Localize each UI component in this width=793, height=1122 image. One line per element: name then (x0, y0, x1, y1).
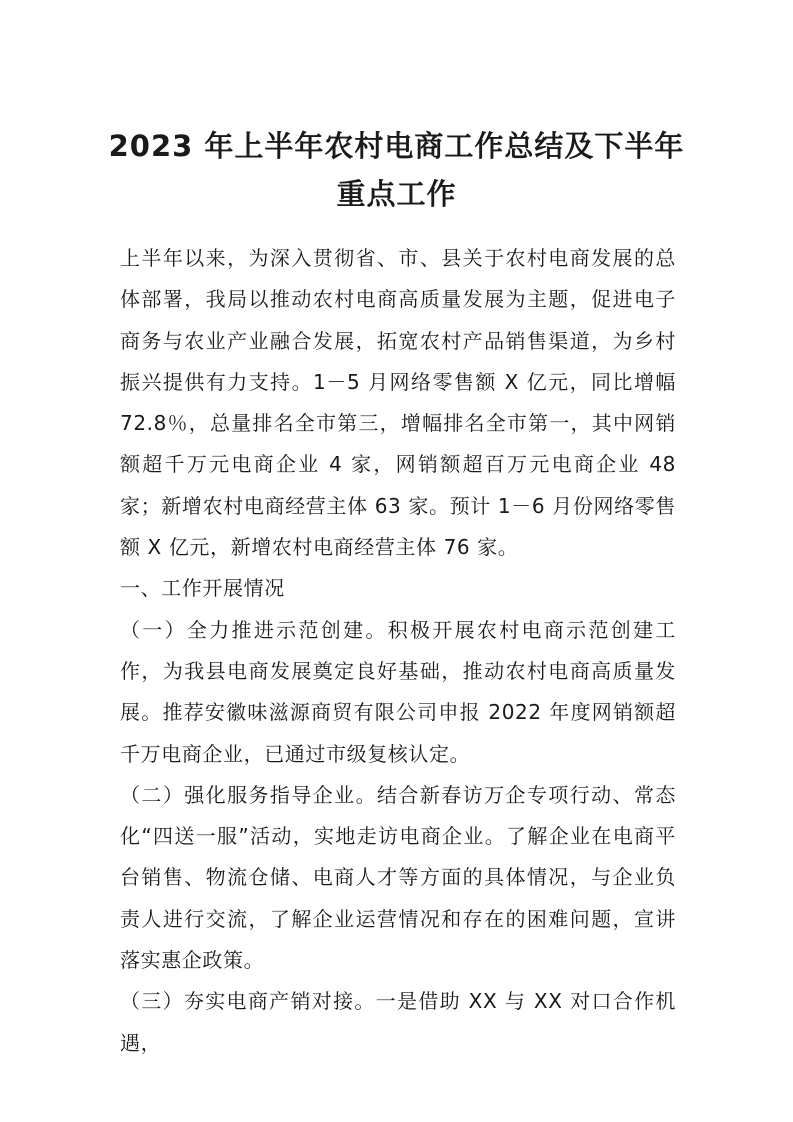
paragraph-production-sales: （三）夯实电商产销对接。一是借助 XX 与 XX 对口合作机遇， (120, 989, 676, 1055)
intro-paragraph: 上半年以来，为深入贯彻省、市、县关于农村电商发展的总体部署，我局以推动农村电商高质量发展为主题，促进电子商务与农业产业融合发展，拓宽农村产品销售渠道，为乡村振兴提供有力支持。1－5 月网络零售额 X 亿元，同比增幅 72.8％，总量排名全市第三，增幅排名全市第一，其中网销额超千万元电商企业 4 家，网销额超百万元电商企业 48 家；新增农村电商经营主体 63 家。预计 1－6 月份网络零售额 X 亿元，新增农村电商经营主体 76 家。 (120, 246, 676, 560)
paragraph-service-guidance: （二）强化服务指导企业。结合新春访万企专项行动、常态化“四送一服”活动，实地走访电商企业。了解企业在电商平台销售、物流仓储、电商人才等方面的具体情况，与企业负责人进行交流，了解企业运营情况和存在的困难问题，宣讲落实惠企政策。 (120, 782, 676, 973)
section-heading-work-progress: 一、工作开展情况 (120, 576, 285, 601)
document-body (120, 238, 676, 1064)
document-title-line1: 2023 年上半年农村电商工作总结及下半年 (108, 129, 685, 163)
document-title-line2: 重点工作 (336, 177, 457, 211)
paragraph-demonstration: （一）全力推进示范创建。积极开展农村电商示范创建工作，为我县电商发展奠定良好基础，推动农村电商高质量发展。推荐安徽味滋源商贸有限公司申报 2022 年度网销额超千万电商企业，已通过市级复核认定。 (120, 617, 676, 766)
